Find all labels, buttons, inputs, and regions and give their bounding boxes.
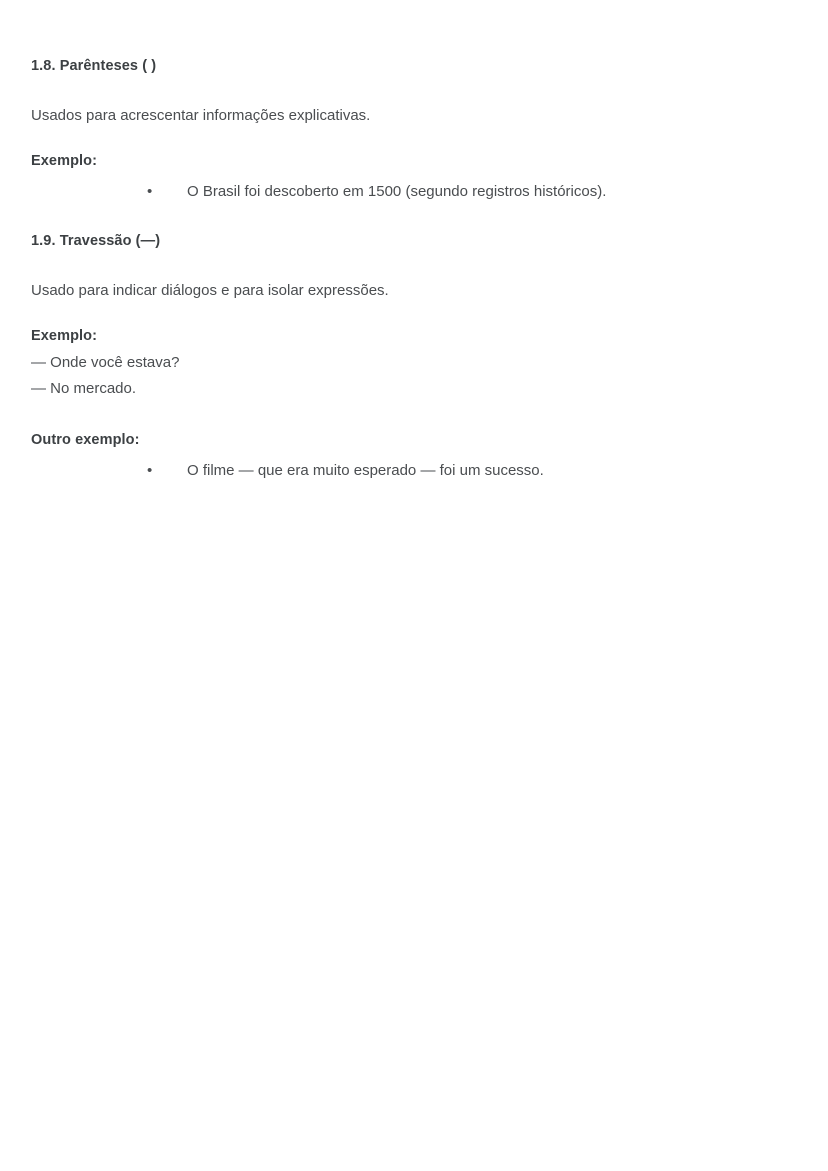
section-heading-travessao: 1.9. Travessão (—) bbox=[31, 233, 161, 249]
spacer bbox=[31, 251, 797, 280]
spacer bbox=[31, 402, 797, 430]
spacer bbox=[31, 450, 797, 460]
list-item bbox=[31, 460, 797, 482]
spacer bbox=[31, 127, 797, 151]
spacer bbox=[31, 171, 797, 181]
dialogue-line-1: — Onde você estava? bbox=[31, 354, 180, 371]
example-label-parenteses: Exemplo: bbox=[31, 153, 98, 169]
spacer bbox=[31, 302, 797, 326]
list-item bbox=[31, 181, 797, 203]
bullet-icon: • bbox=[147, 183, 153, 200]
section-description-parenteses: Usados para acrescentar informações explicativas. bbox=[31, 107, 371, 124]
section-heading-parenteses: 1.8. Parênteses ( ) bbox=[31, 58, 157, 74]
spacer bbox=[31, 76, 797, 105]
section-description-travessao: Usado para indicar diálogos e para isolar expressões. bbox=[31, 282, 389, 299]
other-example-label: Outro exemplo: bbox=[31, 432, 140, 448]
bullet-icon: • bbox=[147, 462, 153, 479]
dialogue-line-2: — No mercado. bbox=[31, 380, 137, 397]
spacer bbox=[31, 203, 797, 231]
list-item-text: O Brasil foi descoberto em 1500 (segundo registros históricos). bbox=[187, 183, 607, 200]
list-item-text: O filme — que era muito esperado — foi um sucesso. bbox=[187, 462, 544, 479]
example-label-travessao: Exemplo: bbox=[31, 328, 98, 344]
